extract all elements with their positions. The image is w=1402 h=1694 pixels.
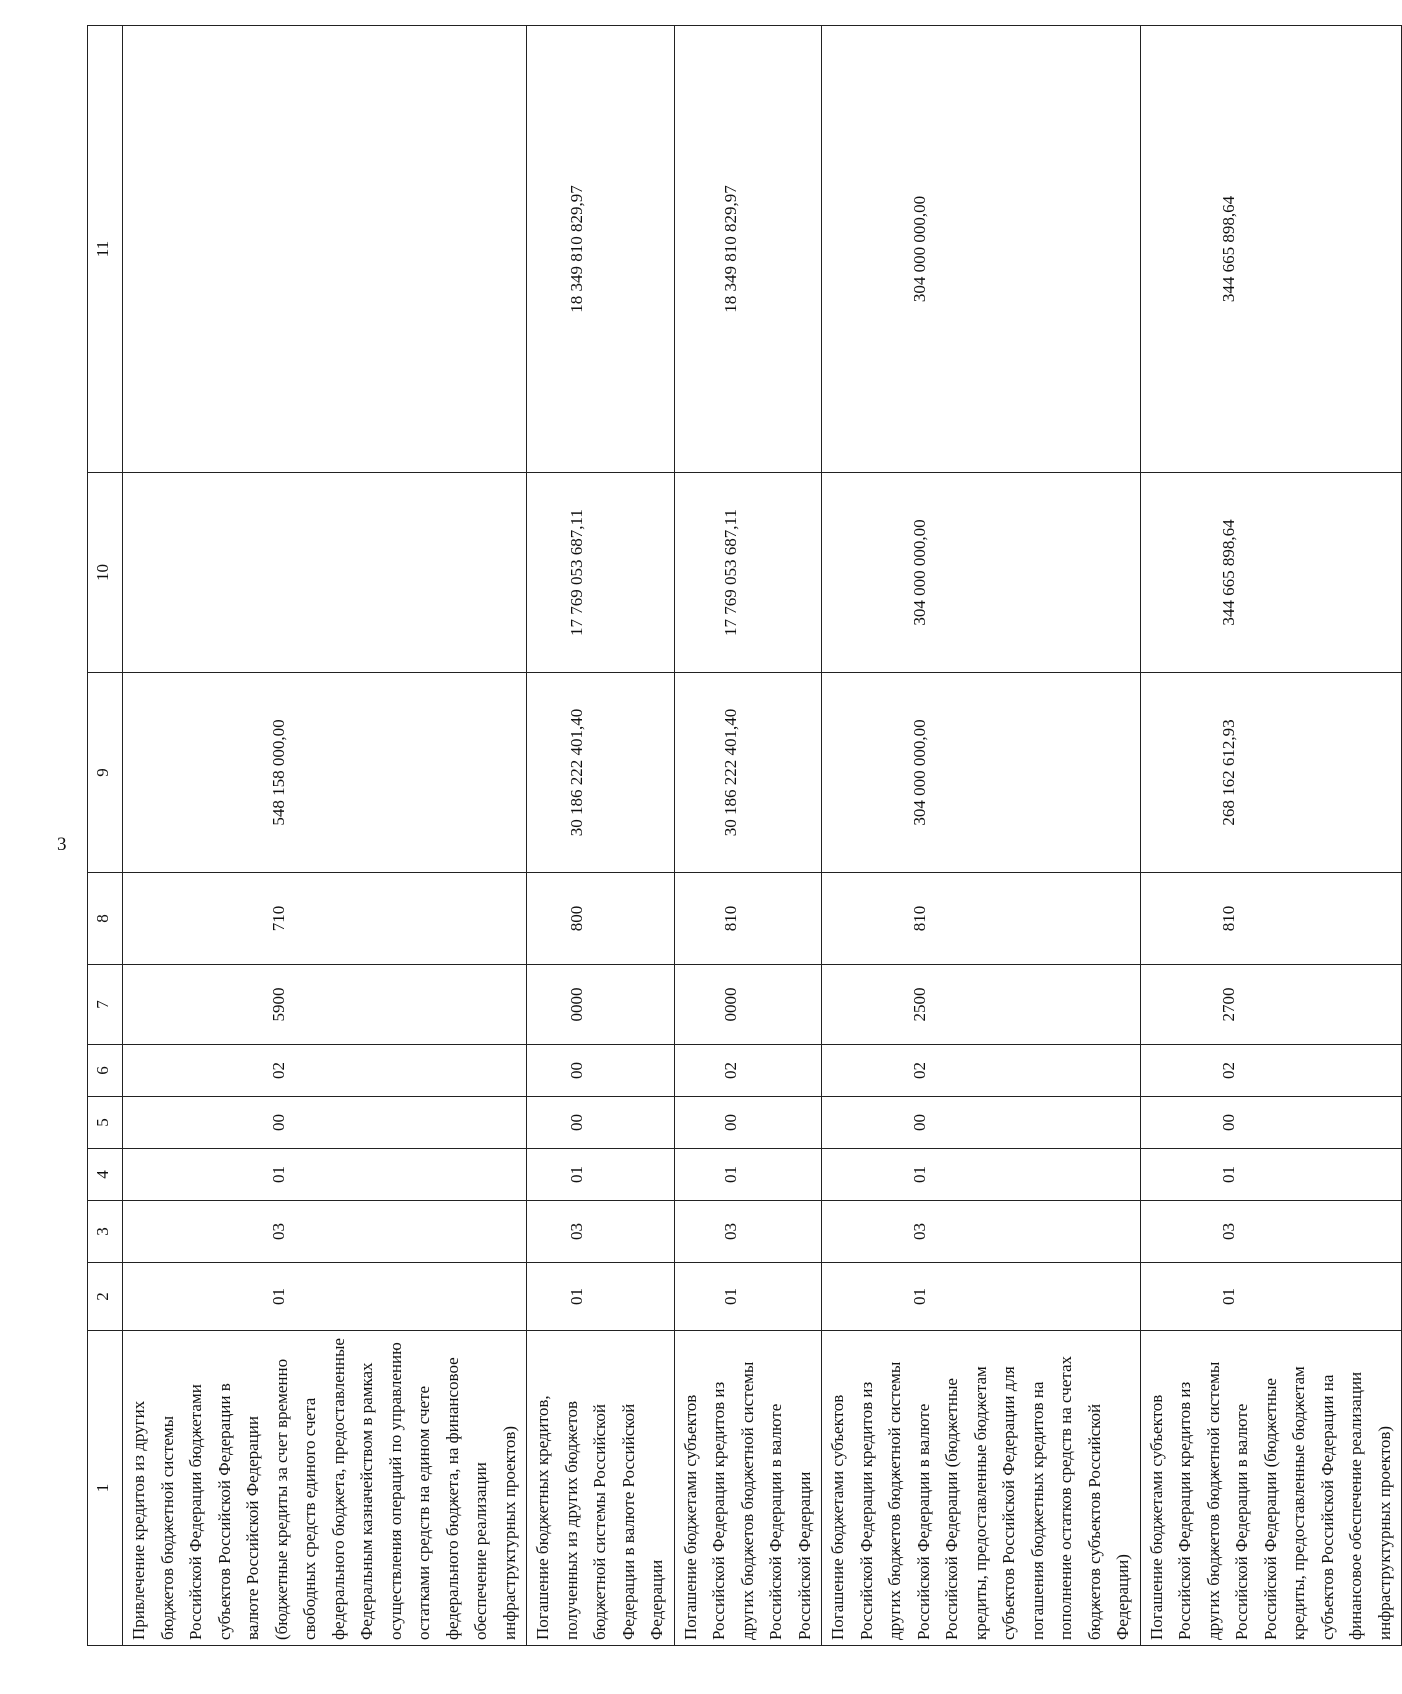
code-cell: 800: [527, 873, 675, 965]
amount-cell: 17 769 053 687,11: [674, 473, 822, 673]
code-cell: 01: [674, 1263, 822, 1331]
header-cell: 8: [88, 873, 123, 965]
header-cell: 9: [88, 673, 123, 873]
header-cell: 11: [88, 26, 123, 473]
row-description: Погашение бюджетами субъектов Российской Федерации кредитов из других бюджетов бюджетной системы Российской Федерации в валюте Российской Федерации (бюджетные кредиты, предоставленные бюджетам субъектов Российской Федерации для погашения бюджетных кредитов на пополнение остатков средств на счетах бюджетов субъектов Российской Федерации): [822, 1331, 1141, 1646]
header-cell: 5: [88, 1097, 123, 1149]
table-row: [822, 26, 1141, 1646]
amount-cell: [123, 473, 527, 673]
code-cell: 00: [527, 1097, 675, 1149]
code-cell: 00: [527, 1045, 675, 1097]
code-cell: 5900: [123, 965, 527, 1045]
table-row: [674, 26, 822, 1646]
row-description: Привлечение кредитов из других бюджетов бюджетной системы Российской Федерации бюджетами субъектов Российской Федерации в валюте Российской Федерации (бюджетные кредиты за счет временно свободных средств единого счета федерального бюджета, предоставленные Федеральным казначейством в рамках осуществления операций по управлению остатками средств на едином счете федерального бюджета, на финансовое обеспечение реализации инфраструктурных проектов): [123, 1331, 527, 1646]
code-cell: 01: [527, 1149, 675, 1201]
code-cell: 03: [822, 1201, 1141, 1263]
amount-cell: 344 665 898,64: [1140, 473, 1402, 673]
code-cell: 01: [1140, 1263, 1402, 1331]
code-cell: 2500: [822, 965, 1141, 1045]
code-cell: 02: [674, 1045, 822, 1097]
amount-cell: 344 665 898,64: [1140, 26, 1402, 473]
code-cell: 01: [674, 1149, 822, 1201]
amount-cell: [123, 26, 527, 473]
code-cell: 810: [822, 873, 1141, 965]
page-number: 3: [57, 834, 67, 855]
code-cell: 02: [1140, 1045, 1402, 1097]
header-cell: 3: [88, 1201, 123, 1263]
code-cell: 02: [822, 1045, 1141, 1097]
code-cell: 01: [822, 1263, 1141, 1331]
amount-cell: 18 349 810 829,97: [527, 26, 675, 473]
row-description: Погашение бюджетами субъектов Российской Федерации кредитов из других бюджетов бюджетной системы Российской Федерации в валюте Российской Федерации (бюджетные кредиты, предоставленные бюджетам субъектов Российской Федерации на финансовое обеспечение реализации инфраструктурных проектов): [1140, 1331, 1402, 1646]
amount-cell: 548 158 000,00: [123, 673, 527, 873]
code-cell: 0000: [527, 965, 675, 1045]
amount-cell: 17 769 053 687,11: [527, 473, 675, 673]
table-row: [527, 26, 675, 1646]
code-cell: 03: [123, 1201, 527, 1263]
code-cell: 02: [123, 1045, 527, 1097]
code-cell: 710: [123, 873, 527, 965]
code-cell: 01: [123, 1149, 527, 1201]
amount-cell: 268 162 612,93: [1140, 673, 1402, 873]
code-cell: 01: [123, 1263, 527, 1331]
rotated-page: [87, 26, 1394, 1646]
amount-cell: 304 000 000,00: [822, 673, 1141, 873]
row-description: Погашение бюджетами субъектов Российской Федерации кредитов из других бюджетов бюджетной системы Российской Федерации в валюте Российской Федерации: [674, 1331, 822, 1646]
amount-cell: 304 000 000,00: [822, 26, 1141, 473]
amount-cell: 18 349 810 829,97: [674, 26, 822, 473]
code-cell: 03: [527, 1201, 675, 1263]
amount-cell: 30 186 222 401,40: [674, 673, 822, 873]
budget-table: [87, 25, 1402, 1646]
code-cell: 00: [1140, 1097, 1402, 1149]
code-cell: 03: [1140, 1201, 1402, 1263]
header-cell: 4: [88, 1149, 123, 1201]
header-cell: 2: [88, 1263, 123, 1331]
header-cell: 1: [88, 1331, 123, 1646]
row-description: Погашение бюджетных кредитов, полученных из других бюджетов бюджетной системы Российской Федерации в валюте Российской Федерации: [527, 1331, 675, 1646]
amount-cell: 30 186 222 401,40: [527, 673, 675, 873]
header-cell: 10: [88, 473, 123, 673]
code-cell: 810: [674, 873, 822, 965]
code-cell: 00: [674, 1097, 822, 1149]
code-cell: 00: [822, 1097, 1141, 1149]
header-cell: 6: [88, 1045, 123, 1097]
code-cell: 03: [674, 1201, 822, 1263]
code-cell: 01: [527, 1263, 675, 1331]
table-row: [1140, 26, 1402, 1646]
code-cell: 01: [1140, 1149, 1402, 1201]
header-cell: 7: [88, 965, 123, 1045]
table-row: [123, 26, 527, 1646]
code-cell: 2700: [1140, 965, 1402, 1045]
code-cell: 810: [1140, 873, 1402, 965]
code-cell: 0000: [674, 965, 822, 1045]
amount-cell: 304 000 000,00: [822, 473, 1141, 673]
code-cell: 00: [123, 1097, 527, 1149]
header-row: [88, 26, 123, 1646]
code-cell: 01: [822, 1149, 1141, 1201]
